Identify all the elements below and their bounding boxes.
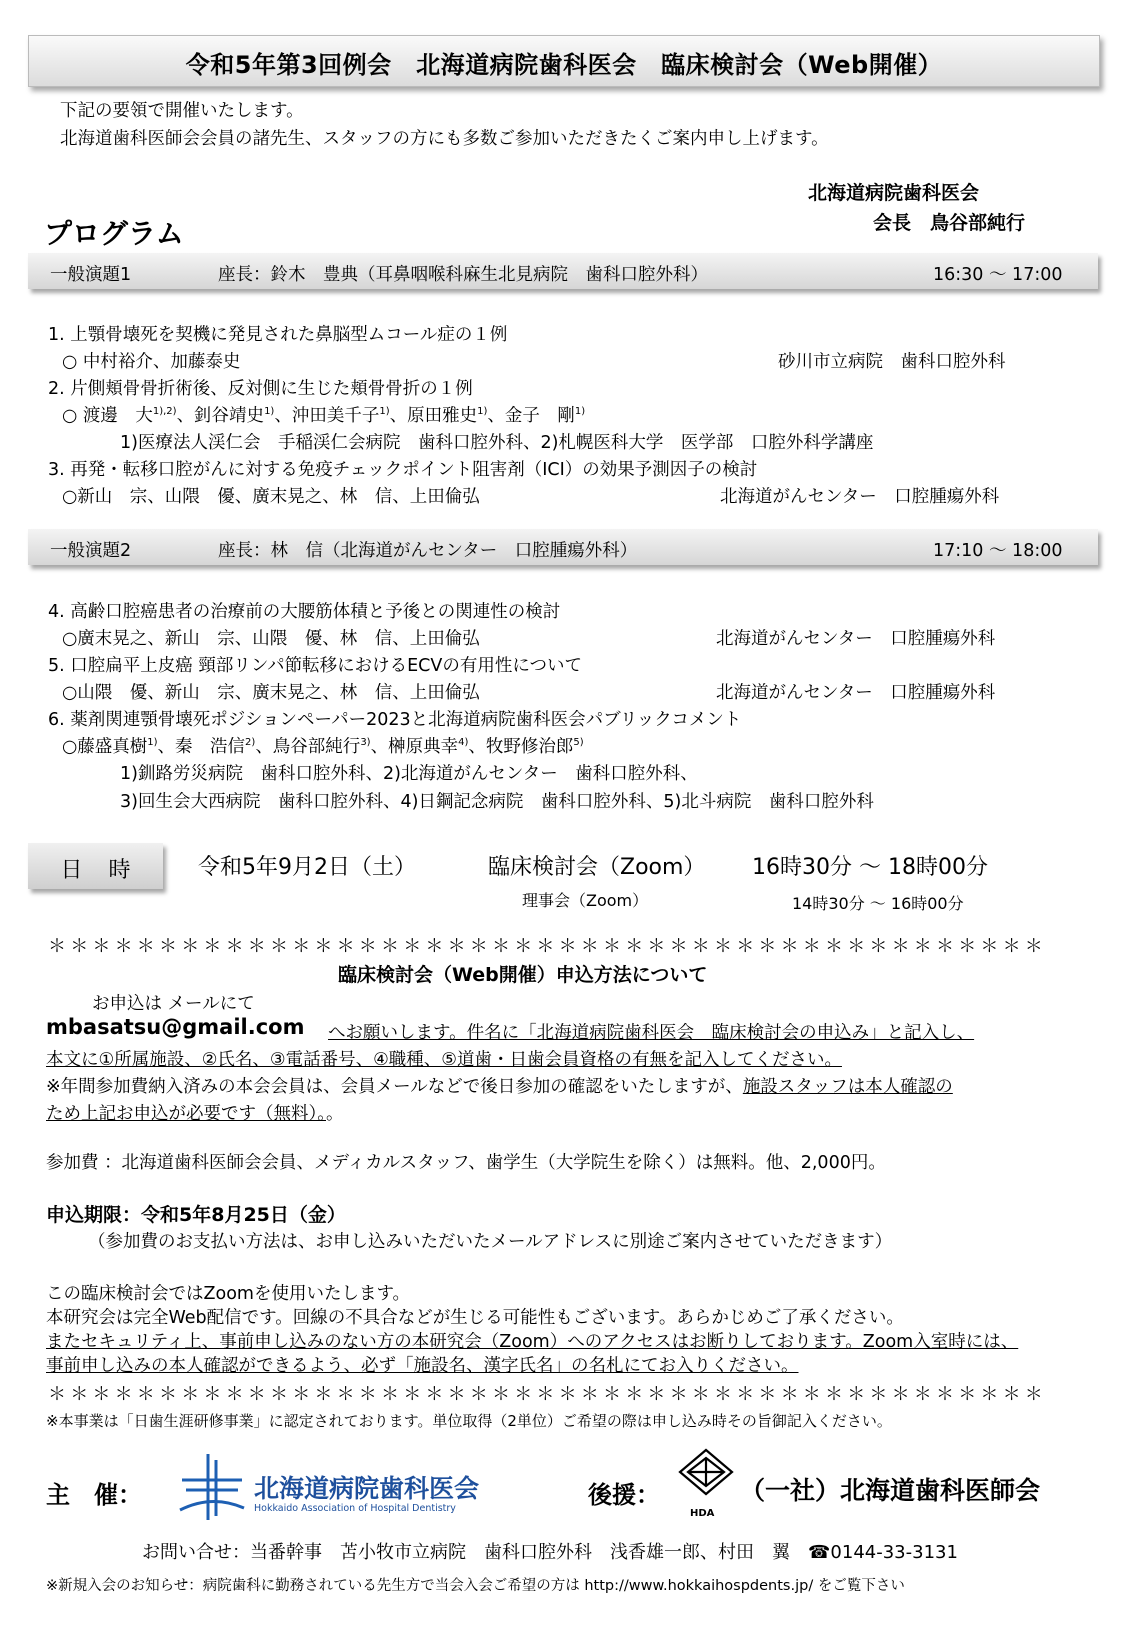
talk-5-title: 5. 口腔扁平上皮癌 頸部リンパ節転移におけるECVの有用性について [48, 656, 582, 676]
intro-line-2: 北海道歯科医師会会員の諸先生、スタッフの方にも多数ご参加いただきたくご案内申し上げます。 [60, 129, 829, 149]
talk-6-affiliation-2: 3)回生会大西病院 歯科口腔外科、4)日鋼記念病院 歯科口腔外科、5)北斗病院 歯科口腔外科 [120, 792, 874, 812]
schedule-meeting-time: 16時30分 ～ 18時00分 [752, 855, 988, 880]
talk-2-authors: ○ 渡邊 大$^{1),2)}$、釗谷靖史$^{1)}$、沖田美千子$^{1)}$、原田雅史$^{1)}$、金子 剛$^{1)}$ [62, 406, 586, 426]
contact-info: お問い合せ：当番幹事 苫小牧市立病院 歯科口腔外科 浅香雄一郎、村田 翼 ☎0144-33-3131 [142, 1542, 958, 1563]
divider-stars-top: ＊＊＊＊＊＊＊＊＊＊＊＊＊＊＊＊＊＊＊＊＊＊＊＊＊＊＊＊＊＊＊＊＊＊＊＊＊＊＊＊＊＊＊＊＊ [48, 936, 1047, 957]
talk-6-affiliation-1: 1)釧路労災病院 歯科口腔外科、2)北海道がんセンター 歯科口腔外科、 [120, 764, 698, 784]
application-note-1a: ※年間参加費納入済みの本会会員は、会員メールなどで後日参加の確認をいたしますが、 [46, 1077, 743, 1097]
support-name: （一社）北海道歯科医師会 [740, 1476, 1041, 1505]
organizer-president: 会長 鳥谷部純行 [873, 212, 1026, 234]
application-note-2a: ため上記お申込が必要です（無料）。 [46, 1104, 326, 1124]
schedule-date: 令和5年9月2日（土） [198, 855, 416, 880]
new-member-note: ※新規入会のお知らせ：病院歯科に勤務されている先生方で当会入会ご希望の方は http://www.hokkaihospdents.jp/ をご覧下さい [46, 1578, 905, 1594]
intro-line-1: 下記の要領で開催いたします。 [60, 101, 304, 121]
session-1-time: 16:30 ～ 17:00 [933, 265, 1063, 285]
talk-3-title: 3. 再発・転移口腔がんに対する免疫チェックポイント阻害剤（ICI）の効果予測因子の検討 [48, 460, 758, 480]
title-banner [28, 35, 1100, 87]
talk-1-authors: ○ 中村裕介、加藤泰史 [62, 352, 241, 372]
talk-3-authors: ○新山 宗、山隈 優、廣末晃之、林 信、上田倫弘 [62, 487, 480, 507]
organizer-name: 北海道病院歯科医会 [808, 182, 980, 204]
page-title: 令和5年第3回例会 北海道病院歯科医会 臨床検討会（Web開催） [185, 51, 943, 79]
support-logo-text: HDA [690, 1508, 715, 1519]
schedule-board-time: 14時30分 ～ 16時00分 [792, 894, 964, 913]
application-note-2 [46, 1100, 344, 1125]
application-note-1 [46, 1073, 953, 1098]
talk-2-title: 2. 片側頬骨骨折術後、反対側に生じた頬骨骨折の１例 [48, 379, 473, 399]
session-2-time: 17:10 ～ 18:00 [933, 541, 1063, 561]
application-note-2-end: 。 [326, 1104, 344, 1124]
talk-5-affiliation: 北海道がんセンター 口腔腫瘍外科 [716, 683, 996, 703]
talk-4-affiliation: 北海道がんセンター 口腔腫瘍外科 [716, 629, 996, 649]
talk-1-affiliation: 砂川市立病院 歯科口腔外科 [778, 352, 1006, 372]
application-heading: 臨床検討会（Web開催）申込方法について [338, 964, 708, 986]
application-line-1: へお願いします。件名に「北海道病院歯科医会 臨床検討会の申込み」と記入し、 [328, 1023, 975, 1043]
host-name: 北海道病院歯科医会 [254, 1474, 480, 1503]
talk-6-title: 6. 薬剤関連顎骨壊死ポジションペーパー2023と北海道病院歯科医会パブリックコメント [48, 710, 742, 730]
talk-3-affiliation: 北海道がんセンター 口腔腫瘍外科 [720, 487, 1000, 507]
host-label: 主 催： [46, 1481, 142, 1509]
program-heading: プログラム [44, 217, 184, 250]
divider-stars-bottom: ＊＊＊＊＊＊＊＊＊＊＊＊＊＊＊＊＊＊＊＊＊＊＊＊＊＊＊＊＊＊＊＊＊＊＊＊＊＊＊＊＊＊＊＊＊ [48, 1384, 1047, 1405]
session-2-bar [28, 529, 1098, 565]
talk-1-title: 1. 上顎骨壊死を契機に発見された鼻脳型ムコール症の１例 [48, 325, 508, 345]
talk-6-authors: ○藤盛真樹$^{1)}$、秦 浩信$^{2)}$、鳥谷部純行$^{3)}$、榊原典幸$^{4)}$、牧野修治郎$^{5)}$ [62, 737, 584, 757]
session-1-name: 一般演題1 [50, 265, 132, 285]
application-fee: 参加費 ：北海道歯科医師会会員、メディカルスタッフ、歯学生（大学院生を除く）は無料。他、2,000円。 [46, 1153, 886, 1173]
application-lead: お申込は メールにて [92, 994, 255, 1014]
schedule-meeting: 臨床検討会（Zoom） [488, 855, 706, 880]
session-1-bar [28, 253, 1098, 289]
application-payment: （参加費のお支払い方法は、お申し込みいただいたメールアドレスに別途ご案内させていただきます） [88, 1232, 893, 1252]
zoom-line-3: またセキュリティ上、事前申し込みのない方の本研究会（Zoom）へのアクセスはお断りしております。Zoom入室時には、 [46, 1332, 1019, 1352]
application-email[interactable]: mbasatsu@gmail.com [46, 1015, 305, 1039]
schedule-board: 理事会（Zoom） [522, 891, 649, 910]
support-logo-icon [676, 1447, 736, 1511]
schedule-label-box [28, 843, 163, 889]
zoom-line-2: 本研究会は完全Web配信です。回線の不具合などが生じる可能性もございます。あらかじめご了承ください。 [46, 1308, 904, 1328]
host-name-en: Hokkaido Association of Hospital Dentistry [254, 1503, 456, 1514]
talk-4-title: 4. 高齢口腔癌患者の治療前の大腰筋体積と予後との関連性の検討 [48, 602, 561, 622]
schedule-label: 日時 [60, 858, 157, 883]
host-logo-icon [178, 1450, 246, 1522]
session-2-name: 一般演題2 [50, 541, 132, 561]
session-2-chair: 座長：林 信（北海道がんセンター 口腔腫瘍外科） [218, 541, 638, 561]
application-note-1b: 施設スタッフは本人確認の [742, 1077, 953, 1097]
zoom-line-1: この臨床検討会ではZoomを使用いたします。 [46, 1284, 411, 1304]
credit-note: ※本事業は「日歯生涯研修事業」に認定されております。単位取得（2単位）ご希望の際は申し込み時その旨御記入ください。 [46, 1412, 892, 1430]
talk-2-affiliation: 1)医療法人渓仁会 手稲渓仁会病院 歯科口腔外科、2)札幌医科大学 医学部 口腔外科学講座 [120, 433, 874, 453]
application-line-2: 本文に①所属施設、②氏名、③電話番号、④職種、⑤道歯・日歯会員資格の有無を記入してください。 [46, 1050, 842, 1070]
talk-4-authors: ○廣末晃之、新山 宗、山隈 優、林 信、上田倫弘 [62, 629, 480, 649]
support-label: 後援： [588, 1481, 660, 1509]
talk-5-authors: ○山隈 優、新山 宗、廣末晃之、林 信、上田倫弘 [62, 683, 480, 703]
zoom-line-4: 事前申し込みの本人確認ができるよう、必ず「施設名、漢字氏名」の名札にてお入りください。 [46, 1356, 799, 1376]
application-deadline: 申込期限：令和5年8月25日（金） [46, 1204, 346, 1226]
session-1-chair: 座長：鈴木 豊典（耳鼻咽喉科麻生北見病院 歯科口腔外科） [218, 265, 708, 285]
